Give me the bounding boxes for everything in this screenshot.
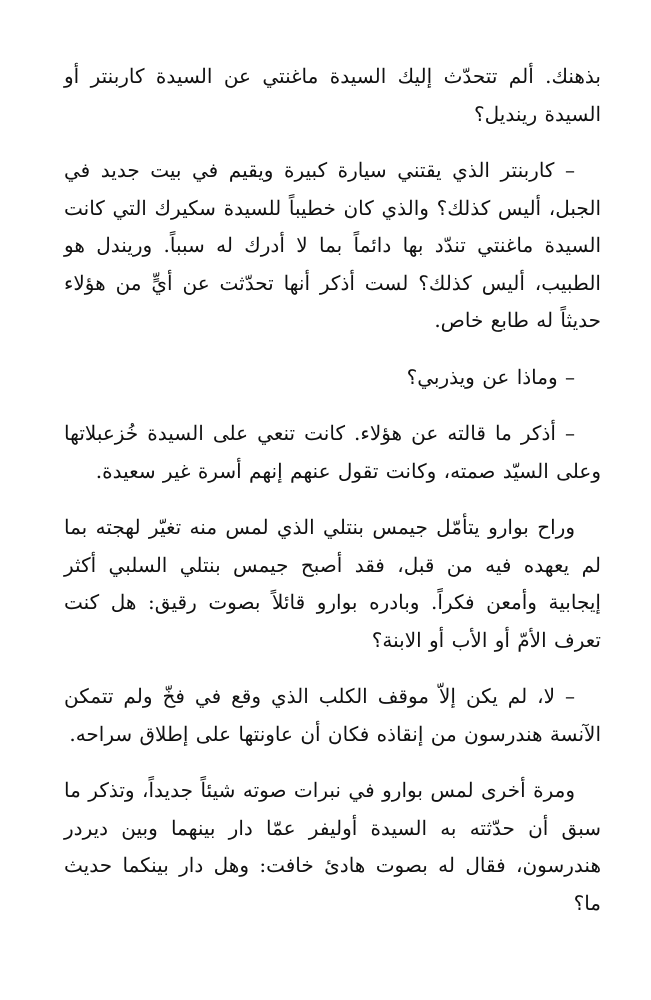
paragraph-1: بذهنك. ألم تتحدّث إليك السيدة ماغنتي عن السيدة كاربنتر أو السيدة رينديل؟ [64, 64, 601, 126]
paragraph-5: وراح بوارو يتأمّل جيمس بنتلي الذي لمس منه تغيّر لهجته بما لم يعهده فيه من قبل، فقد أصبح جيمس بنتلي السلبي أكثر إيجابية وأمعن فكراً. وبادره بوارو قائلاً بصوت رقيق: هل كنت تعرف الأمّ أو الأب أو الابنة؟ [64, 515, 601, 652]
book-page [64, 58, 601, 941]
paragraph-3: – وماذا عن ويذربي؟ [406, 364, 575, 389]
paragraph-4: – أذكر ما قالته عن هؤلاء. كانت تنعي على السيدة خُزعبلاتها وعلى السيّد صمته، وكانت تقول عنهم إنهم أسرة غير سعيدة. [64, 421, 601, 483]
paragraph-6: – لا، لم يكن إلاّ موقف الكلب الذي وقع في فخّ ولم تتمكن الآنسة هندرسون من إنقاذه فكان أن عاونتها على إطلاق سراحه. [64, 684, 601, 746]
paragraph-2: – كاربنتر الذي يقتني سيارة كبيرة ويقيم في بيت جديد في الجبل، أليس كذلك؟ والذي كان خطيباً للسيدة سكيرك التي كانت السيدة ماغنتي تندّد بها دائماً بما لا أدرك له سبباً. وريندل هو الطبيب، أليس كذلك؟ لست أذكر أنها تحدّثت عن أيٍّ من هؤلاء حديثاً له طابع خاص. [64, 158, 601, 332]
paragraph-7: ومرة أخرى لمس بوارو في نبرات صوته شيئاً جديداً، وتذكر ما سبق أن حدّثته به السيدة أوليفر عمّا دار بينهما وبين ديردر هندرسون، فقال له بصوت هادئ خافت: وهل دار بينكما حديث ما؟ [64, 778, 601, 915]
